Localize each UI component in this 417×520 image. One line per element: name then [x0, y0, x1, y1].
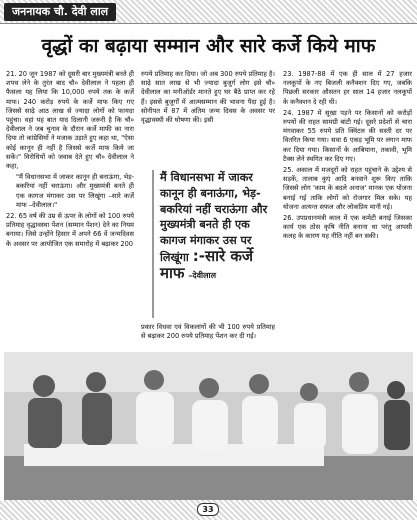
paragraph-26: 26. उपप्रधानमंत्री काल में एक कमेटी बनाई जिसका कार्य एक ठोस कृषि नीति बनाना था परंतु आपसी कलह के कारण यह नीति नहीं बन सकी। — [283, 214, 412, 241]
page-number: 33 — [197, 503, 219, 516]
article-column-2 — [141, 70, 275, 162]
paragraph-23: 23. 1987-88 में एक ही साल में 27 हजार नलकूपों के नए बिजली कनैक्शन दिए गए, जबकि पिछली सरकार औसतन हर साल 14 हजार नलकूपों के कनैक्शन दे रही थी। — [283, 70, 412, 106]
pull-quote-emphasis: :-सारे कर्जे माफ — [160, 246, 254, 282]
paragraph-pension: प्रकार विधवा एवं विकलांगों की भी 100 रुपये प्रतिमाह से बढ़ाकर 200 रुपये प्रतिमाह पेंशन कर दी गई। — [141, 323, 275, 341]
section-label: जननायक चौ. देवी लाल — [4, 3, 116, 21]
article-column-2-bottom — [141, 323, 275, 353]
paragraph-25: 25. अकाल में मजदूरों को राहत पहुंचाने के उद्देश्य से सड़कें, तालाब कुएं आदि बनवाने शुरू किए ताकि जिससे लोग 'काम के बदले अनाज' मानक एक योजना बनाई गई ताकि लोगों को रोजगार मिल सके। यह योजना अत्यन्त सफल और लोकप्रिय मानी गई। — [283, 166, 412, 211]
quote-paragraph: "मैं विधानसभा में जाकर कानून ही बनाऊंगा, भेड़-बकरियां नहीं चराऊंगा। और मुख्यमंत्री बनते ही एक कागज मंगाकर उस पर लिखूंगा –सारे कर्जे माफ –देवीलाल।" — [16, 173, 134, 209]
photo-illustration — [4, 352, 413, 500]
pull-quote-attribution: –देवीलाल — [188, 270, 217, 280]
article-column-1 — [6, 70, 134, 352]
event-photo — [4, 352, 413, 500]
paragraph-22: 22. 65 वर्ष की उम्र से ऊपर के लोगों को 100 रुपये प्रतिमाह वृद्धावस्था पेंशन (सम्मान पेंशन) देने का नियम बनाया। जिसे उन्होंने हिसार में अपने 66 वें जन्मदिवस के अवसर पर आयोजित एक समारोह में बढ़ाकर 200 — [6, 212, 134, 248]
header-bar — [0, 0, 417, 24]
paragraph-21: 21. 20 जून 1987 को दूसरी बार मुख्यमंत्री बनते ही शपथ लेने के तुरंत बाद चौ० देवीलाल ने पहला ही फैसला यह लिया कि 10,000 रुपये तक के कर्जे माफ। 240 करोड़ रुपये के कर्जे माफ किए गए जिससे साढ़े आठ लाख से ज्यादा लोगों को फायदा पहुंचा। वहां यह बात याद दिलानी जरूरी है कि चौ० देवीलाल ने जब चुनाव के दौरान कर्जे माफी का नारा दिया तो कांग्रेसियों ने मजाक उड़ाते हुए कहा था, "ऐसा कोई कानून ही नहीं है जिससे कर्जे माफ किये जा सकें।" विरोधियों को जवाब देते हुए चौ० देवीलाल ने कहा, — [6, 70, 134, 171]
pull-quote — [152, 170, 276, 318]
paragraph-24: 24. 1987 में सूखा पड़ने पर किसानों को करोड़ों रुपयों की राहत सामग्री बांटी गई। दूसरे प्रदेशों से चारा मंगवाकर 55 रुपये प्रति क्विंटल की सस्ती दर पर वितरित किया गया। सवा 6 एकड़ भूमि पर लगान माफ कर दिया गया। किसानों के आबियाना, तकावी, भूमि टैक्स लेने स्थगित कर दिए गए। — [283, 108, 412, 163]
pull-quote-text: मैं विधानसभा में जाकर कानून ही बनाऊंगा, भेड़-बकरियां नहीं चराऊंगा और मुख्यमंत्री बनते ही एक कागज मंगाकर उस पर लिखूंगा — [160, 171, 268, 264]
paragraph-22-cont: रुपये प्रतिमाह कर दिया। जो अब 300 रुपये प्रतिमाह है। साढ़े सात लाख से भी ज्यादा बुजुर्ग लोग इसे चौ० देवीलाल का मनीऑर्डर मानते हुए घर बैठे प्राप्त कर रहे हैं। इससे बुजुर्गों में आत्मसम्मान की भावना पैदा हुई है। सोनीपत में 87 में अंतिम जन्म दिवस के अवसर पर वृद्धावस्थी की घोषणा की। इसी — [141, 70, 275, 125]
headline: वृद्धों का बढ़ाया सम्मान और सारे कर्जे किये माफ — [41, 35, 376, 57]
article-column-3 — [283, 70, 412, 352]
